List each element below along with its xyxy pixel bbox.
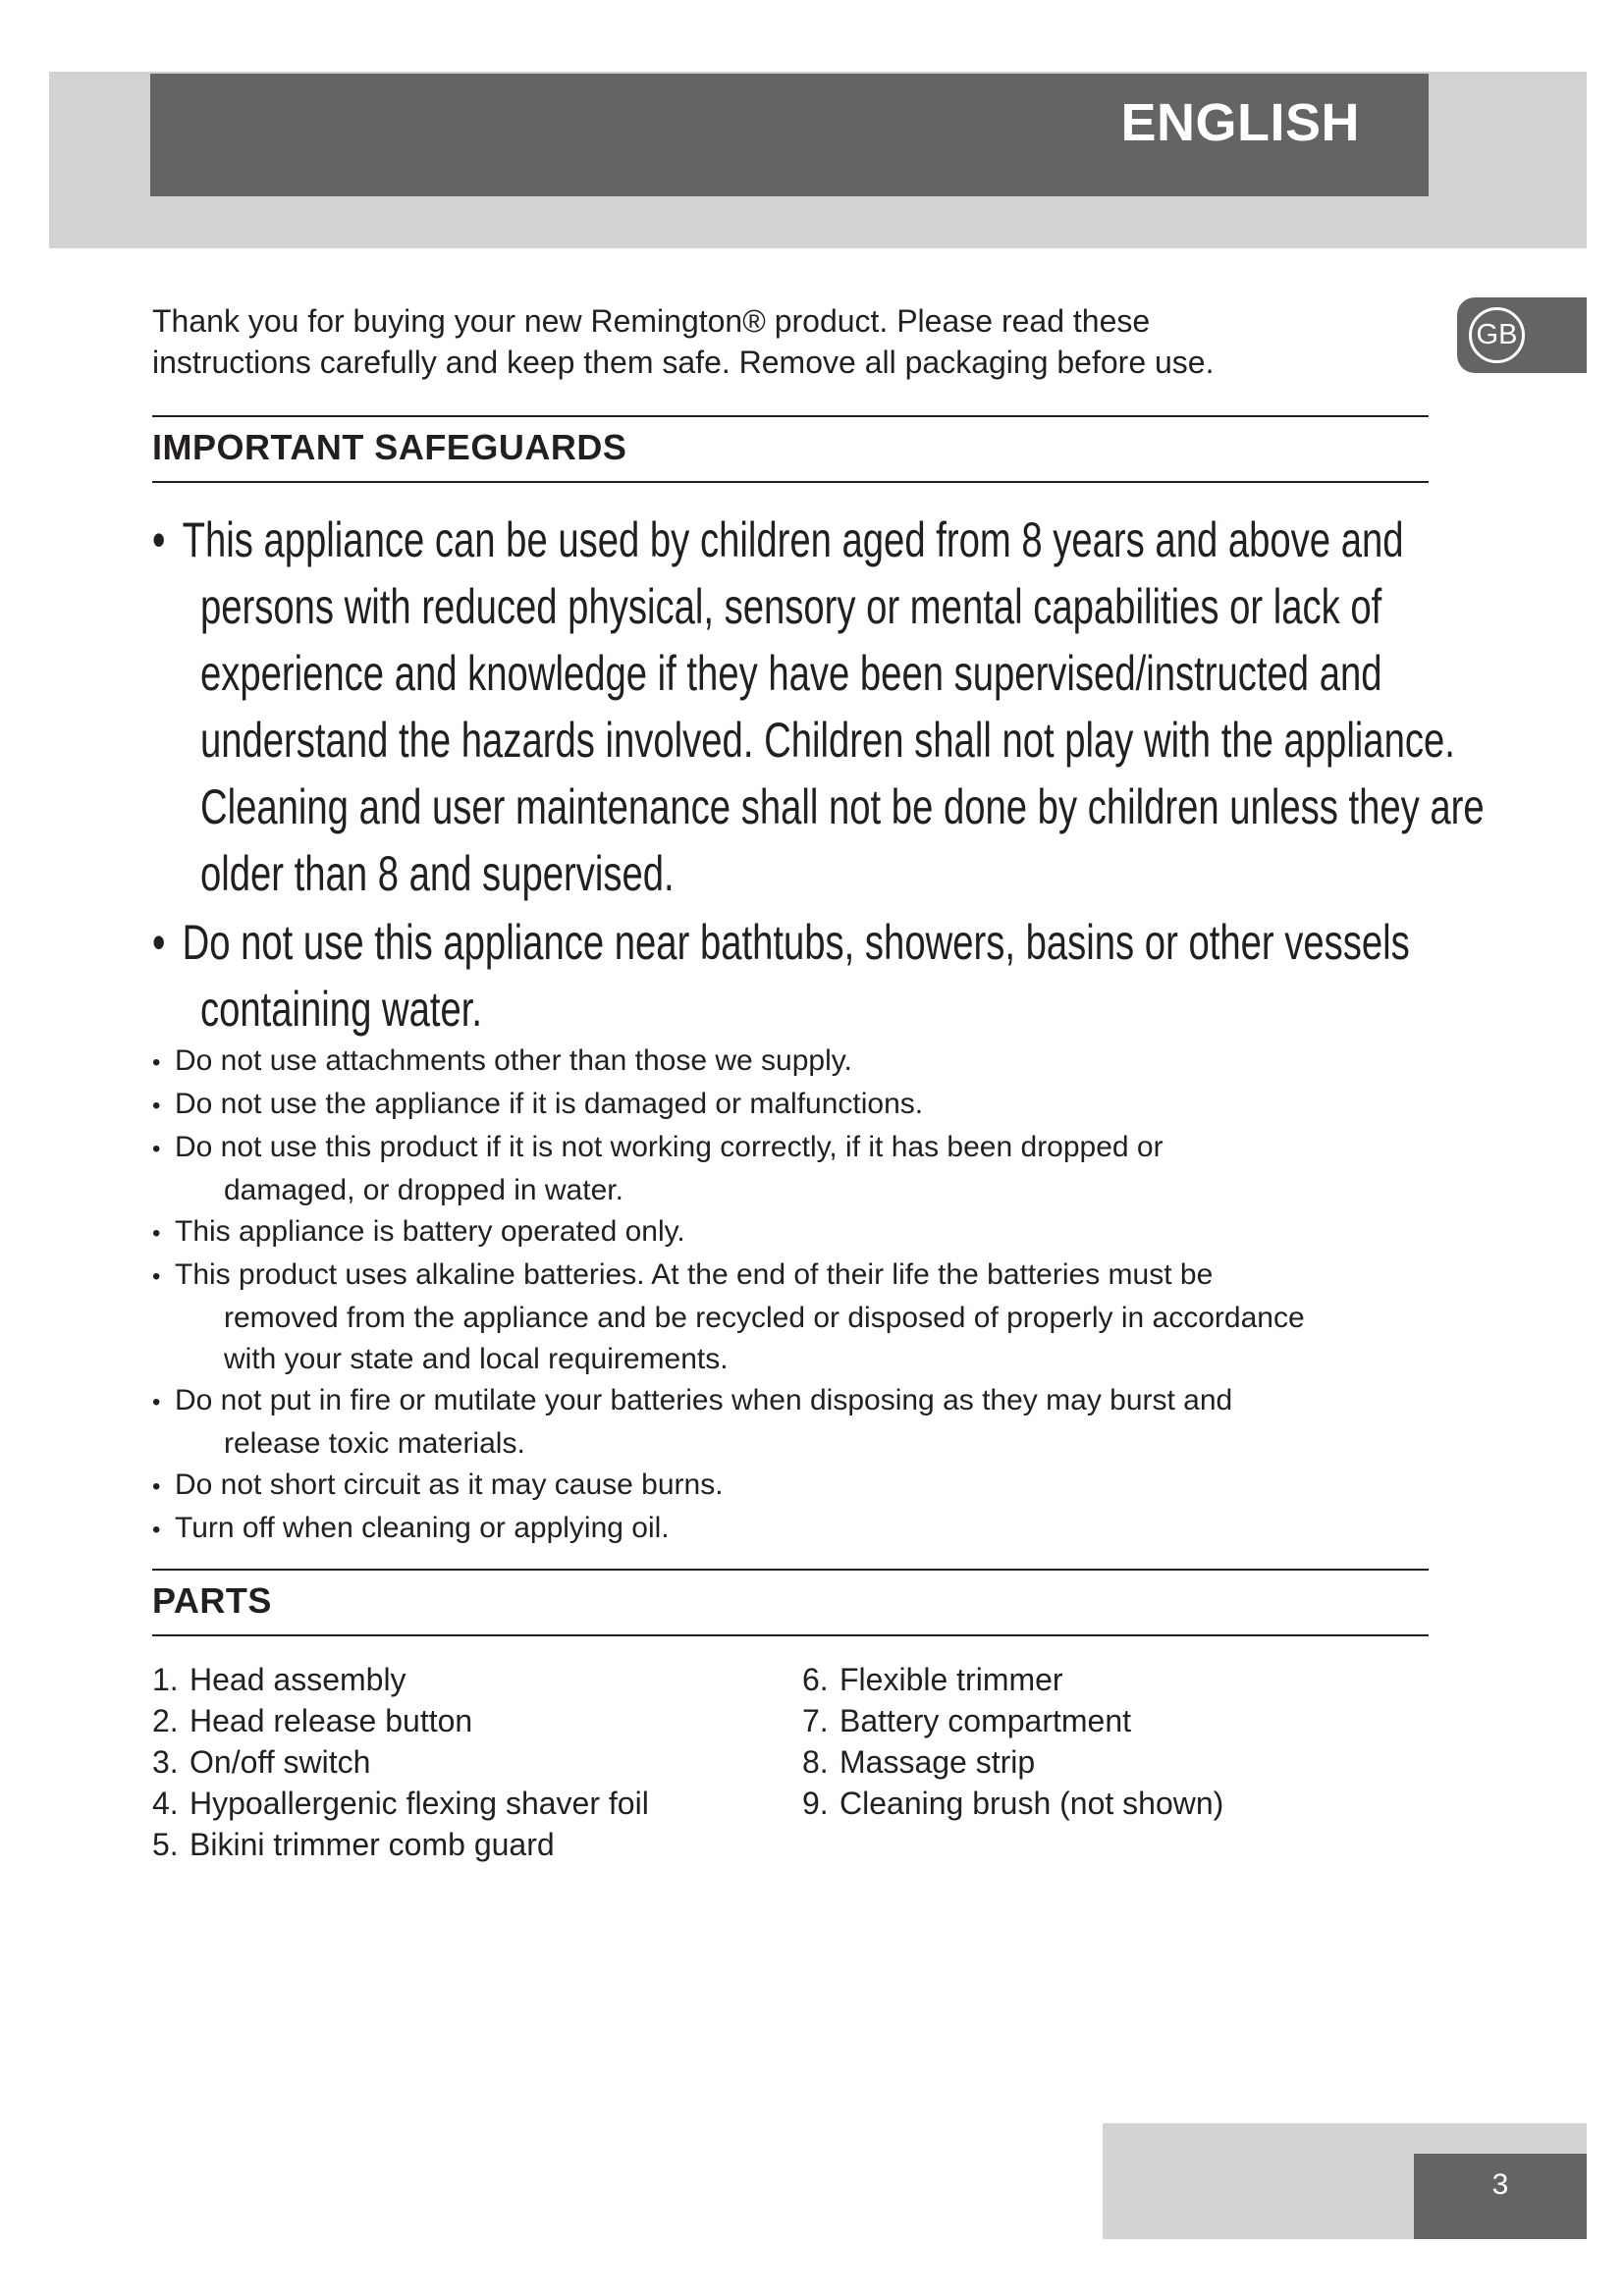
part-label: Hypoallergenic flexing shaver foil (189, 1786, 649, 1821)
part-number: 7. (802, 1703, 829, 1738)
safeguard-text-line: Turn off when cleaning or applying oil. (175, 1512, 670, 1544)
intro-line: Thank you for buying your new Remington® product. Please read these (152, 303, 1151, 339)
parts-list-left (152, 1659, 649, 1865)
part-label: Head release button (189, 1703, 473, 1738)
part-label: On/off switch (189, 1744, 371, 1780)
safeguard-item (152, 1508, 1448, 1551)
part-item (152, 1659, 649, 1700)
safeguard-text-line: with your state and local requirements. (224, 1343, 729, 1375)
page-number-box (1414, 2154, 1587, 2239)
bullet: • (152, 1473, 161, 1500)
safeguard-item (152, 1127, 1448, 1211)
divider (152, 481, 1429, 483)
part-item (152, 1741, 649, 1783)
safeguard-text-line: understand the hazards involved. Children shall not play with the appliance. (199, 713, 1455, 768)
safeguard-text-line: Do not use attachments other than those we supply. (175, 1044, 852, 1077)
safeguard-text-line: Do not put in fire or mutilate your batteries when disposing as they may burst and (175, 1384, 1233, 1416)
safeguard-text-line: older than 8 and supervised. (199, 846, 675, 901)
bullet: • (152, 915, 166, 970)
part-item (802, 1783, 1223, 1824)
part-label: Battery compartment (839, 1703, 1131, 1738)
bullet: • (152, 1517, 161, 1543)
safeguard-text-line: Do not use this product if it is not working correctly, if it has been dropped or (175, 1131, 1164, 1163)
safeguard-item (152, 1255, 1448, 1380)
part-item (152, 1824, 649, 1865)
safeguard-text-line: Do not short circuit as it may cause burns. (175, 1468, 724, 1501)
intro-line: instructions carefully and keep them safe. Remove all packaging before use. (152, 345, 1215, 380)
parts-heading: PARTS (152, 1580, 272, 1621)
part-number: 3. (152, 1744, 179, 1780)
safeguard-item-large (152, 507, 1485, 907)
part-label: Massage strip (839, 1744, 1036, 1780)
bullet: • (152, 1049, 161, 1076)
part-number: 4. (152, 1786, 179, 1821)
safeguards-heading: IMPORTANT SAFEGUARDS (152, 427, 627, 467)
safeguard-text-line: This appliance is battery operated only. (175, 1215, 685, 1248)
language-tab (1457, 297, 1587, 373)
safeguard-text-line: Do not use this appliance near bathtubs, showers, basins or other vessels (182, 915, 1410, 970)
part-number: 9. (802, 1786, 829, 1821)
part-item (802, 1741, 1223, 1783)
safeguard-item (152, 1211, 1448, 1255)
part-number: 1. (152, 1662, 179, 1697)
safeguard-text-line: Do not use the appliance if it is damaged or malfunctions. (175, 1088, 924, 1120)
intro-paragraph (152, 300, 1429, 383)
language-title: ENGLISH (1120, 93, 1360, 152)
safeguard-item (152, 1380, 1448, 1465)
bullet: • (152, 1263, 161, 1290)
part-item (802, 1659, 1223, 1700)
safeguard-text-line: persons with reduced physical, sensory or mental capabilities or lack of (199, 579, 1382, 634)
part-label: Cleaning brush (not shown) (839, 1786, 1224, 1821)
safeguard-text-line: This appliance can be used by children aged from 8 years and above and (182, 512, 1404, 567)
safeguard-item (152, 1465, 1448, 1508)
bullet: • (152, 1093, 161, 1119)
divider (152, 1569, 1429, 1571)
safeguard-text-line: experience and knowledge if they have been supervised/instructed and (199, 646, 1382, 701)
bullet: • (152, 1220, 161, 1247)
part-number: 8. (802, 1744, 829, 1780)
header-title-bar (150, 74, 1429, 196)
part-item (152, 1783, 649, 1824)
part-label: Flexible trimmer (839, 1662, 1063, 1697)
bullet: • (152, 512, 166, 567)
part-number: 2. (152, 1703, 179, 1738)
safeguard-item (152, 1084, 1448, 1127)
safeguard-text-line: Cleaning and user maintenance shall not be done by children unless they are (199, 779, 1485, 834)
bullet: • (152, 1389, 161, 1415)
safeguard-text-line: release toxic materials. (224, 1427, 525, 1460)
safeguard-text-line: damaged, or dropped in water. (224, 1174, 623, 1206)
safeguard-item-large (152, 909, 1410, 1042)
divider (152, 415, 1429, 417)
part-number: 6. (802, 1662, 829, 1697)
safeguards-list (152, 1041, 1448, 1551)
parts-list-right (802, 1659, 1223, 1824)
page-number: 3 (1491, 2168, 1509, 2201)
part-item (152, 1700, 649, 1741)
safeguard-text-line: containing water. (199, 982, 483, 1037)
safeguard-item (152, 1041, 1448, 1084)
safeguard-text-line: This product uses alkaline batteries. At the end of their life the batteries must be (175, 1258, 1214, 1291)
bullet: • (152, 1136, 161, 1162)
language-code-badge: GB (1469, 307, 1525, 363)
safeguard-text-line: removed from the appliance and be recycled or disposed of properly in accordance (224, 1302, 1305, 1334)
part-label: Head assembly (189, 1662, 406, 1697)
part-label: Bikini trimmer comb guard (189, 1827, 555, 1862)
part-number: 5. (152, 1827, 179, 1862)
part-item (802, 1700, 1223, 1741)
divider (152, 1634, 1429, 1636)
